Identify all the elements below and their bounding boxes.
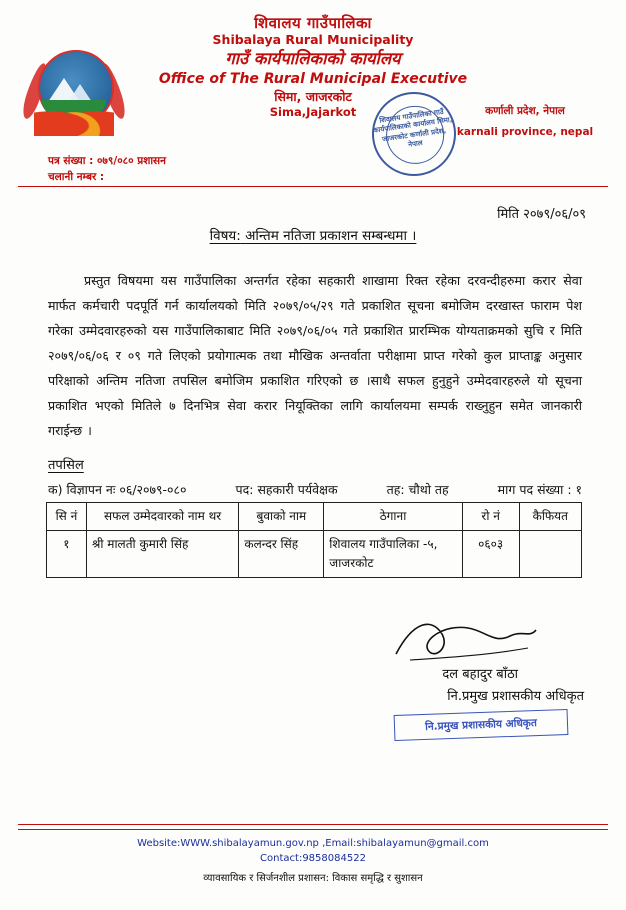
- municipality-name-np: शिवालय गाउँपालिका: [254, 14, 372, 32]
- table-row: [47, 531, 582, 578]
- column-header-sn: सि नं: [47, 503, 87, 531]
- column-header-name: सफल उम्मेदवारको नाम थर: [86, 503, 239, 531]
- province-en: karnali province, nepal: [456, 126, 594, 138]
- stamp-text: शिवालय गाउँपालिका गाउँ कार्यपालिकाको कार्यालय सिमा, जाजरकोट कर्णाली प्रदेश, नेपाल: [372, 107, 453, 150]
- document-date: मिति २०७९/०६/०९: [497, 207, 586, 222]
- cell-sn: १: [47, 531, 87, 578]
- office-name-np: गाउँ कार्यपालिकाको कार्यालय: [225, 49, 401, 68]
- reference-number: पत्र संख्या : ०७९/०८० प्रशासन: [48, 155, 166, 167]
- subject-text: अन्तिम नतिजा प्रकाशन सम्बन्धमा ।: [245, 228, 417, 244]
- post-level: तह: चौथो तह: [386, 482, 449, 497]
- footer-contact: Contact:9858084522: [260, 853, 366, 864]
- footer-website-email: Website:WWW.shibalayamun.gov.np ,Email:shibalayamun@gmail.com: [137, 838, 489, 849]
- column-header-remarks: कैफियत: [519, 503, 581, 531]
- advertisement-meta: [48, 481, 582, 498]
- subject-line: [0, 226, 626, 244]
- advertisement-number: क) विज्ञापन नः ०६/२०७९-०८०: [48, 482, 187, 497]
- chalani-number: चलानी नम्बर :: [48, 171, 105, 183]
- place-en: Sima,Jajarkot: [269, 105, 357, 119]
- header-divider: [18, 186, 608, 187]
- cell-father: कलन्दर सिंह: [239, 531, 324, 578]
- post-name: पद: सहकारी पर्यवेक्षक: [235, 482, 338, 497]
- signatory-title: नि.प्रमुख प्रशासकीय अधिकृत: [447, 689, 584, 704]
- cell-name: श्री मालती कुमारी सिंह: [86, 531, 239, 578]
- seats-count: माग पद संख्या : १: [497, 482, 582, 497]
- place-np: सिमा, जाजरकोट: [274, 89, 352, 104]
- office-name-en: Office of The Rural Municipal Executive: [158, 71, 468, 87]
- body-paragraph: प्रस्तुत विषयमा यस गाउँपालिका अन्तर्गत रहेका सहकारी शाखामा रिक्त रहेका दरवन्दीहरुमा करार सेवा मार्फत कर्मचारी पदपूर्ति गर्न कार्यालयको मिति २०७९/०५/२९ गते प्रकाशित सूचना बमोजिम दरखास्त फाराम पेश गरेका उम्मेदवारहरुको यस गाउँपालिकाबाट मिति २०७९/०६/०५ गते प्रकाशित प्रारम्भिक योग्यताक्रमको सुचि र मिति २०७९/०६/०६ र ०९ गते लिएको प्रयोगात्मक तथा मौखिक अन्तर्वाता परीक्षामा प्राप्त गरेको कुल प्राप्ताङ्क अनुसार परिक्षाको अन्तिम नतिजा तपसिल बमोजिम प्रकाशित गरिएको छ ।साथै सफल हुनुहुने उम्मेदवारहरुले यो सूचना प्रकाशित भएको मितिले ७ दिनभित्र सेवा करार नियूक्तिका लागि कार्यालयमा सम्पर्क राख्नुहुन समेत जानकारी गराईन्छ ।: [48, 273, 582, 438]
- municipality-name-en: Shibalaya Rural Municipality: [212, 32, 414, 47]
- table-header-row: [47, 503, 582, 531]
- column-header-address: ठेगाना: [324, 503, 462, 531]
- province-np: कर्णाली प्रदेश, नेपाल: [485, 105, 565, 117]
- cell-remarks: [519, 531, 581, 578]
- handwritten-signature: [390, 614, 540, 666]
- column-header-father: बुवाको नाम: [239, 503, 324, 531]
- column-header-roll: रो नं: [462, 503, 519, 531]
- footer-divider-top: [18, 824, 608, 825]
- footer-divider-bottom: [18, 829, 608, 830]
- results-table: [46, 502, 582, 578]
- signatory-name: दल बहादुर बाँठा: [442, 667, 518, 682]
- tapasil-heading: [48, 455, 84, 473]
- cell-roll: ०६०३: [462, 531, 519, 578]
- footer-slogan: व्यावसायिक र सिर्जनशील प्रशासन: विकास समृद्धि र सुशासन: [203, 873, 423, 884]
- subject-label: विषय:: [209, 228, 241, 244]
- signatory-stamp: नि.प्रमुख प्रशासकीय अधिकृत: [394, 709, 569, 741]
- tapasil-heading-text: तपसिल: [48, 458, 84, 473]
- cell-address: शिवालय गाउँपालिका -५, जाजरकोट: [324, 531, 462, 578]
